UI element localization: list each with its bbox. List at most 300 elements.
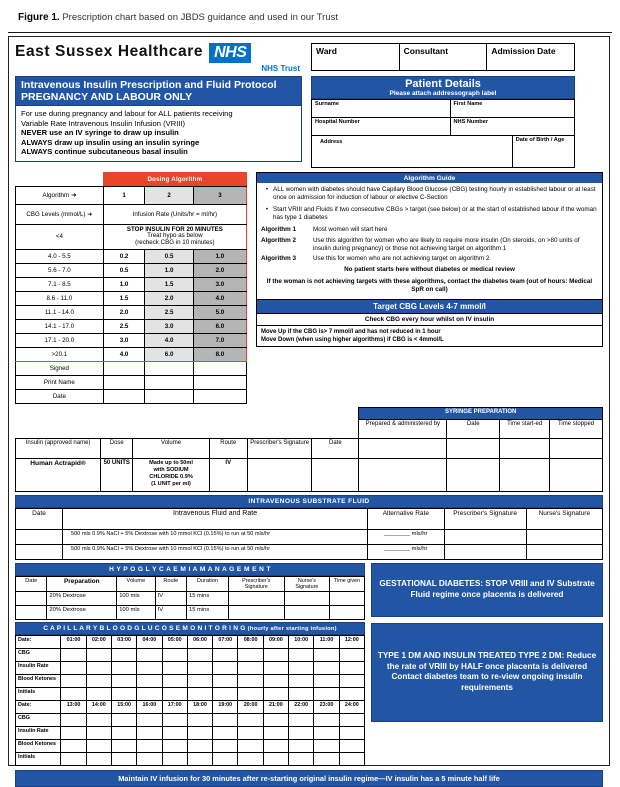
cbg-time-header: 01:00 — [61, 635, 86, 648]
blood-ketones-cell[interactable] — [213, 674, 238, 687]
dosing-table — [15, 172, 247, 404]
hypo-duration-header: Duration — [186, 576, 228, 591]
move-instructions — [257, 326, 602, 346]
insulin-rate-cell[interactable] — [86, 726, 111, 739]
algorithm-guide-header: Algorithm Guide — [257, 173, 602, 183]
blood-ketones-cell[interactable] — [61, 674, 86, 687]
insulin-dose-value: 50 UNITS — [101, 458, 133, 491]
initials-cell[interactable] — [314, 687, 339, 700]
patient-details-subtitle: Please attach addressograph label — [389, 90, 497, 97]
table-row — [16, 700, 365, 713]
rate-alg3: 8.0 — [193, 347, 246, 361]
cbg-row-label: CBG — [16, 648, 61, 661]
hypo-volume-value: 100 mls — [117, 605, 155, 619]
substrate-fluid-header: INTRAVENOUS SUBSTRATE FLUID — [15, 495, 603, 508]
table-row — [16, 591, 365, 605]
cbg-levels-label: CBG Levels (mmol/L) ➜ — [16, 204, 104, 224]
initials-cell[interactable] — [61, 687, 86, 700]
initials-cell[interactable] — [111, 687, 136, 700]
hypo-volume-value: 100 mls — [117, 591, 155, 605]
algorithm-guide-warning: If the woman is not achieving targets with these algorithms, contact the diabetes team (out of hours: Medical SpR on call) — [266, 278, 593, 293]
dosing-table-box — [15, 172, 247, 404]
dob-field[interactable]: Date of Birth / Age — [512, 136, 574, 168]
cbg-monitoring-suffix: (hourly after starting infusion) — [247, 625, 337, 632]
insulin-rate-cell[interactable] — [111, 661, 136, 674]
insulin-rate-cell[interactable] — [162, 726, 187, 739]
algorithm-guide-row — [261, 237, 598, 253]
insulin-rate-cell[interactable] — [213, 661, 238, 674]
insulin-rate-cell[interactable] — [314, 726, 339, 739]
time-stopped-cell[interactable] — [550, 458, 603, 491]
insulin-date-header: Date — [312, 438, 359, 458]
hypo-date-cell[interactable] — [16, 591, 47, 605]
cbg-cell[interactable] — [187, 713, 212, 726]
rate-alg2: 0.5 — [145, 249, 194, 263]
cbg-range: 11.1 - 14.0 — [16, 305, 104, 319]
rate-alg1: 2.0 — [103, 305, 145, 319]
blood-ketones-cell[interactable] — [263, 739, 288, 752]
initials-cell[interactable] — [187, 752, 212, 765]
rate-alg2: 2.5 — [145, 305, 194, 319]
table-row — [16, 508, 603, 529]
cbg-cell[interactable] — [111, 713, 136, 726]
cbg-cell[interactable] — [339, 713, 364, 726]
hypo-duration-value: 15 mins — [186, 591, 228, 605]
cbg-cell[interactable] — [137, 648, 162, 661]
insulin-rate-row-label: Insulin Rate — [16, 726, 61, 739]
blood-ketones-cell[interactable] — [289, 739, 314, 752]
table-row — [16, 224, 247, 249]
insulin-rate-cell[interactable] — [61, 726, 86, 739]
initials-cell[interactable] — [111, 752, 136, 765]
hypo-nurse-cell[interactable] — [284, 591, 329, 605]
substrate-prescriber-cell[interactable] — [444, 544, 526, 559]
admission-date-field[interactable]: Admission Date — [487, 44, 575, 71]
insulin-name-header: Insulin (approved name) — [16, 438, 101, 458]
hypoglycaemia-box — [15, 563, 365, 766]
blood-ketones-cell[interactable] — [314, 739, 339, 752]
initials-cell[interactable] — [162, 687, 187, 700]
cbg-cell[interactable] — [238, 713, 263, 726]
time-started-cell[interactable] — [500, 458, 550, 491]
cbg-cell[interactable] — [137, 713, 162, 726]
cbg-time-header: 09:00 — [263, 635, 288, 648]
cbg-monitoring-header — [15, 622, 365, 635]
insulin-rate-cell[interactable] — [86, 661, 111, 674]
prepared-by-header: Prepared & administered by — [359, 419, 447, 438]
initials-cell[interactable] — [289, 752, 314, 765]
blood-ketones-cell[interactable] — [187, 674, 212, 687]
initials-cell[interactable] — [263, 687, 288, 700]
insulin-rate-cell[interactable] — [339, 661, 364, 674]
protocol-body — [15, 106, 302, 162]
insulin-rate-cell[interactable] — [137, 661, 162, 674]
move-down-text: Move Down (when using higher algorithms) if CBG is < 4mmol/L — [261, 337, 444, 343]
prepared-by-cell[interactable] — [359, 438, 447, 458]
cbg-time-header: 19:00 — [213, 700, 238, 713]
initials-cell[interactable] — [339, 752, 364, 765]
table-row — [16, 319, 247, 333]
cbg-cell[interactable] — [61, 648, 86, 661]
insulin-rate-cell[interactable] — [314, 661, 339, 674]
cbg-cell[interactable] — [263, 713, 288, 726]
volume-line: with SODIUM — [153, 466, 189, 473]
insulin-rate-cell[interactable] — [263, 661, 288, 674]
substrate-prescriber-cell[interactable] — [444, 529, 526, 544]
cbg-range: 5.6 - 7.0 — [16, 263, 104, 277]
blood-ketones-cell[interactable] — [137, 674, 162, 687]
insulin-route-value: IV — [209, 458, 247, 491]
trust-name: East Sussex Healthcare — [15, 43, 204, 60]
initials-cell[interactable] — [187, 687, 212, 700]
cbg-time-header: 04:00 — [137, 635, 162, 648]
table-row — [16, 389, 247, 403]
hypo-prescriber-cell[interactable] — [228, 591, 284, 605]
blood-ketones-cell[interactable] — [289, 674, 314, 687]
move-up-text: Move Up if the CBG is> 7 mmol/l and has not reduced in 1 hour — [261, 329, 441, 335]
guide-bullet — [261, 186, 598, 202]
date-alg3-cell[interactable] — [193, 389, 246, 403]
table-row — [16, 186, 247, 204]
target-cbg-subtext: Check CBG every hour whilst on IV insulin — [257, 314, 602, 326]
cbg-time-header: 16:00 — [137, 700, 162, 713]
blood-ketones-cell[interactable] — [263, 674, 288, 687]
cbg-time-header: 13:00 — [61, 700, 86, 713]
rate-alg2: 1.5 — [145, 277, 194, 291]
hypo-line: Treat hypo as below — [147, 232, 203, 240]
hypo-prescriber-cell[interactable] — [228, 605, 284, 619]
cbg-cell[interactable] — [213, 713, 238, 726]
hypo-nurse-header: Nurse's Signature — [284, 576, 329, 591]
blood-ketones-cell[interactable] — [314, 674, 339, 687]
alternative-rate-header: Alternative Rate — [368, 508, 444, 529]
table-row — [16, 305, 247, 319]
initials-cell[interactable] — [263, 752, 288, 765]
blood-ketones-cell[interactable] — [162, 674, 187, 687]
rate-alg1: 3.0 — [103, 333, 145, 347]
protocol-title-line1: Intravenous Insulin Prescription and Fluid Protocol — [21, 79, 277, 91]
date-alg2-cell[interactable] — [145, 389, 194, 403]
cbg-time-header: 20:00 — [238, 700, 263, 713]
blood-ketones-cell[interactable] — [339, 739, 364, 752]
insulin-rate-cell[interactable] — [187, 661, 212, 674]
insulin-rate-cell[interactable] — [111, 726, 136, 739]
printname-alg3-cell[interactable] — [193, 375, 246, 389]
alternative-rate-cell[interactable]: ________ mls/hr — [368, 544, 444, 559]
figure-caption — [18, 12, 602, 23]
cbg-time-header: 21:00 — [263, 700, 288, 713]
substrate-fluid-text: 500 mls 0.9% NaCl + 5% Dextrose with 10 mmol KCl (0.15%) to run at 50 mls/hr — [62, 529, 367, 544]
insulin-date-cell[interactable] — [312, 458, 359, 491]
cbg-range: 4.0 - 5.5 — [16, 249, 104, 263]
insulin-rate-cell[interactable] — [263, 726, 288, 739]
table-row — [16, 713, 365, 726]
insulin-rate-cell[interactable] — [339, 726, 364, 739]
cbg-cell[interactable] — [162, 713, 187, 726]
table-row — [16, 687, 365, 700]
table-row — [16, 173, 247, 187]
cbg-time-header: 15:00 — [111, 700, 136, 713]
blood-ketones-row-label: Blood Ketones — [16, 674, 61, 687]
date-label: Date — [16, 389, 104, 403]
signed-alg1-cell[interactable] — [103, 361, 145, 375]
algorithm-guide-body — [257, 183, 602, 299]
blood-ketones-cell[interactable] — [213, 739, 238, 752]
hypo-volume-header: Volume — [117, 576, 155, 591]
table-row — [16, 333, 247, 347]
cbg-time-header: 10:00 — [289, 635, 314, 648]
cbg-cell[interactable] — [289, 713, 314, 726]
cbg-time-header: 07:00 — [213, 635, 238, 648]
table-row — [312, 136, 575, 168]
initials-cell[interactable] — [137, 687, 162, 700]
hypo-time-given-cell[interactable] — [330, 605, 365, 619]
hospital-number-field[interactable]: Hospital Number — [312, 118, 451, 136]
ward-table — [311, 43, 575, 71]
figure-divider — [8, 32, 612, 33]
target-cbg-banner: Target CBG Levels 4-7 mmol/l — [257, 299, 602, 314]
rate-alg3: 2.0 — [193, 263, 246, 277]
chart-sheet — [8, 36, 610, 783]
insulin-rate-row-label: Insulin Rate — [16, 661, 61, 674]
blood-ketones-cell[interactable] — [187, 739, 212, 752]
algorithm-2-label: Algorithm 2 — [261, 236, 296, 244]
alternative-rate-cell[interactable]: ________ mls/hr — [368, 529, 444, 544]
cbg-monitoring-title: C A P I L L A R Y B L O O D G L U C O S E M O N I T O R I N G — [43, 624, 246, 632]
initials-cell[interactable] — [238, 687, 263, 700]
initials-cell[interactable] — [213, 687, 238, 700]
time-stopped-header: Time stopped — [550, 419, 603, 438]
hypo-preparation-value: 20% Dextrose — [47, 591, 117, 605]
firstname-field[interactable]: First Name — [450, 100, 575, 118]
insulin-name-value: Human Actrapid® — [16, 458, 101, 491]
blood-ketones-cell[interactable] — [162, 739, 187, 752]
type1-diabetes-note: TYPE 1 DM AND INSULIN TREATED TYPE 2 DM: Reduce the rate of VRIII by HALF once placenta is delivered Contact diabetes team to re-view ongoing insulin requirements — [371, 623, 603, 722]
cbg-range: 14.1 - 17.0 — [16, 319, 104, 333]
rate-alg2: 1.0 — [145, 263, 194, 277]
hypo-instruction — [103, 224, 246, 249]
insulin-rate-cell[interactable] — [137, 726, 162, 739]
cbg-date-label: Date: — [16, 700, 61, 713]
hypo-time-given-cell[interactable] — [330, 591, 365, 605]
date-alg1-cell[interactable] — [103, 389, 145, 403]
syringe-date-cell[interactable] — [447, 458, 500, 491]
cbg-cell[interactable] — [111, 648, 136, 661]
bullet-icon: • — [265, 206, 269, 213]
algorithm-3-header: 3 — [193, 186, 246, 204]
blood-ketones-cell[interactable] — [339, 674, 364, 687]
syringe-date-cell[interactable] — [447, 438, 500, 458]
algorithm-1-label: Algorithm 1 — [261, 226, 296, 233]
table-row — [16, 249, 247, 263]
cbg-cell[interactable] — [162, 648, 187, 661]
hypo-nurse-cell[interactable] — [284, 605, 329, 619]
address-field[interactable]: Address — [312, 136, 513, 168]
blood-ketones-row-label: Blood Ketones — [16, 739, 61, 752]
initials-cell[interactable] — [61, 752, 86, 765]
cbg-time-header: 22:00 — [289, 700, 314, 713]
time-started-cell[interactable] — [500, 438, 550, 458]
table-row — [16, 529, 603, 544]
gestational-diabetes-note: GESTATIONAL DIABETES: STOP VRIII and IV Substrate Fluid regime once placenta is delivered — [371, 563, 603, 617]
protocol-line: ALWAYS continue subcutaneous basal insulin — [21, 147, 188, 157]
time-stopped-cell[interactable] — [550, 438, 603, 458]
initials-row-label: Initials — [16, 687, 61, 700]
blood-ketones-cell[interactable] — [137, 739, 162, 752]
blood-ketones-cell[interactable] — [238, 674, 263, 687]
algorithm-guide-row — [261, 255, 598, 263]
initials-cell[interactable] — [137, 752, 162, 765]
cbg-cell[interactable] — [187, 648, 212, 661]
cbg-cell[interactable] — [263, 648, 288, 661]
initials-cell[interactable] — [238, 752, 263, 765]
substrate-prescriber-header: Prescriber's Signature — [444, 508, 526, 529]
blood-ketones-cell[interactable] — [86, 674, 111, 687]
surname-field[interactable]: Surname — [312, 100, 451, 118]
initials-cell[interactable] — [289, 687, 314, 700]
algorithm-guide — [256, 172, 603, 347]
nhs-number-field[interactable]: NHS Number — [450, 118, 575, 136]
printname-alg1-cell[interactable] — [103, 375, 145, 389]
insulin-rate-cell[interactable] — [61, 661, 86, 674]
prescriber-signature-cell[interactable] — [247, 458, 312, 491]
cbg-cell[interactable] — [339, 648, 364, 661]
cbg-cell[interactable] — [86, 713, 111, 726]
cbg-cell[interactable] — [238, 648, 263, 661]
blood-ketones-cell[interactable] — [238, 739, 263, 752]
initials-cell[interactable] — [213, 752, 238, 765]
signed-alg2-cell[interactable] — [145, 361, 194, 375]
table-row — [16, 674, 365, 687]
cbg-time-header: 23:00 — [314, 700, 339, 713]
hypo-date-header: Date — [16, 576, 47, 591]
initials-cell[interactable] — [339, 687, 364, 700]
table-row — [16, 752, 365, 765]
chart-inner — [15, 43, 603, 787]
rate-alg3: 6.0 — [193, 319, 246, 333]
insulin-rate-cell[interactable] — [238, 661, 263, 674]
patient-details-table — [311, 99, 575, 168]
ward-details — [311, 43, 575, 71]
substrate-date-cell[interactable] — [16, 529, 63, 544]
cbg-cell[interactable] — [86, 648, 111, 661]
rate-alg1: 2.5 — [103, 319, 145, 333]
table-row — [16, 263, 247, 277]
hypo-prescriber-header: Prescriber's Signature — [228, 576, 284, 591]
cbg-cell[interactable] — [61, 713, 86, 726]
figure-label: Figure 1. — [18, 12, 60, 23]
chart-header — [15, 43, 603, 73]
blood-ketones-cell[interactable] — [61, 739, 86, 752]
insulin-rate-cell[interactable] — [187, 726, 212, 739]
consultant-field[interactable]: Consultant — [399, 44, 487, 71]
volume-header: Volume — [133, 438, 209, 458]
hypo-preparation-header: Preparation — [47, 576, 117, 591]
insulin-rate-cell[interactable] — [289, 726, 314, 739]
substrate-date-cell[interactable] — [16, 544, 63, 559]
rate-alg2: 3.0 — [145, 319, 194, 333]
table-row — [16, 347, 247, 361]
rate-alg3: 4.0 — [193, 291, 246, 305]
cbg-time-header: 17:00 — [162, 700, 187, 713]
insulin-rate-cell[interactable] — [238, 726, 263, 739]
cbg-cell[interactable] — [314, 713, 339, 726]
rate-alg1: 0.5 — [103, 263, 145, 277]
prepared-by-cell[interactable] — [359, 458, 447, 491]
table-row — [16, 458, 603, 491]
substrate-fluid-text: 500 mls 0.9% NaCl + 5% Dextrose with 10 mmol KCl (0.15%) to run at 50 mls/hr — [62, 544, 367, 559]
table-row — [16, 361, 247, 375]
algorithm-row-label: Algorithm ➜ — [16, 186, 104, 204]
initials-cell[interactable] — [86, 752, 111, 765]
cbg-monitoring-table — [15, 635, 365, 766]
cbg-time-header: 08:00 — [238, 635, 263, 648]
protocol-line: ALWAYS draw up insulin using an insulin syringe — [21, 137, 200, 147]
table-row — [16, 407, 603, 419]
protocol-title — [15, 76, 302, 106]
insulin-rate-cell[interactable] — [289, 661, 314, 674]
table-row — [312, 100, 575, 118]
volume-line: Made up to 50ml — [149, 459, 193, 466]
route-header: Route — [209, 438, 247, 458]
algorithm-guide-note: No patient starts here without diabetes or medical review — [344, 266, 515, 273]
blood-ketones-cell[interactable] — [111, 739, 136, 752]
cbg-time-header: 06:00 — [187, 635, 212, 648]
hypo-time-given-header: Time given — [330, 576, 365, 591]
volume-line: CHLORIDE 0.9% — [149, 473, 193, 480]
table-row — [312, 44, 575, 71]
bullet-icon: • — [265, 186, 269, 193]
trust-branding — [15, 43, 302, 73]
cbg-cell[interactable] — [314, 648, 339, 661]
hypo-date-cell[interactable] — [16, 605, 47, 619]
cbg-time-header: 05:00 — [162, 635, 187, 648]
cbg-range: >20.1 — [16, 347, 104, 361]
initials-cell[interactable] — [86, 687, 111, 700]
table-row — [16, 375, 247, 389]
rate-alg3: 5.0 — [193, 305, 246, 319]
blood-ketones-cell[interactable] — [86, 739, 111, 752]
insulin-rate-cell[interactable] — [162, 661, 187, 674]
dosing-algorithm-header: Dosing Algorithm — [103, 173, 246, 187]
cbg-cell[interactable] — [289, 648, 314, 661]
table-row — [16, 576, 365, 591]
table-row — [16, 739, 365, 752]
ward-field[interactable]: Ward — [312, 44, 400, 71]
initials-cell[interactable] — [162, 752, 187, 765]
substrate-nurse-cell[interactable] — [526, 529, 602, 544]
guide-bullet-text: ALL women with diabetes should have Capilary Blood Glucose (CBG) testing hourly in established labour or at least once on admission for induction of labour or elective C-Section — [273, 186, 596, 201]
substrate-fluid-table — [15, 508, 603, 560]
protocol-title-line2: PREGNANCY AND LABOUR ONLY — [21, 91, 193, 103]
table-row — [16, 204, 247, 224]
cbg-cell[interactable] — [213, 648, 238, 661]
table-row — [16, 544, 603, 559]
blood-ketones-cell[interactable] — [111, 674, 136, 687]
substrate-nurse-header: Nurse's Signature — [526, 508, 602, 529]
table-row — [16, 277, 247, 291]
printname-alg2-cell[interactable] — [145, 375, 194, 389]
table-row — [16, 605, 365, 619]
dose-header: Dose — [101, 438, 133, 458]
signed-alg3-cell[interactable] — [193, 361, 246, 375]
initials-cell[interactable] — [314, 752, 339, 765]
table-row — [16, 648, 365, 661]
hypo-route-value: IV — [155, 605, 186, 619]
substrate-nurse-cell[interactable] — [526, 544, 602, 559]
insulin-rate-cell[interactable] — [213, 726, 238, 739]
rate-alg2: 6.0 — [145, 347, 194, 361]
